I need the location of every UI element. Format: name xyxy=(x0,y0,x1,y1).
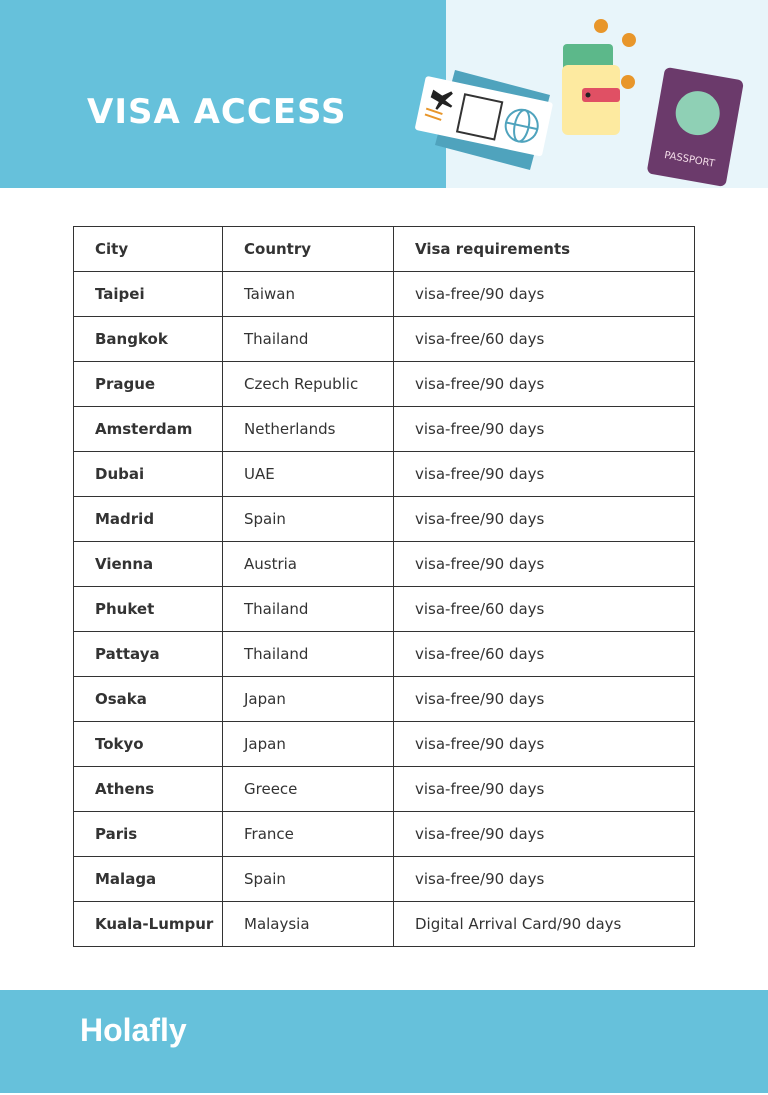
cell-country: Japan xyxy=(223,722,394,767)
table-row xyxy=(74,362,695,407)
table-row xyxy=(74,542,695,587)
cell-country: UAE xyxy=(223,452,394,497)
cell-country: Austria xyxy=(223,542,394,587)
cell-visa: visa-free/60 days xyxy=(394,317,695,362)
cell-city: Madrid xyxy=(74,497,223,542)
cell-city: Vienna xyxy=(74,542,223,587)
cell-country: Thailand xyxy=(223,317,394,362)
ticket-icon xyxy=(415,70,554,170)
cell-visa: visa-free/90 days xyxy=(394,857,695,902)
table-row xyxy=(74,812,695,857)
cell-visa: visa-free/90 days xyxy=(394,542,695,587)
table-row xyxy=(74,272,695,317)
cell-city: Tokyo xyxy=(74,722,223,767)
table-row xyxy=(74,857,695,902)
cell-city: Athens xyxy=(74,767,223,812)
cell-city: Prague xyxy=(74,362,223,407)
cell-visa: visa-free/90 days xyxy=(394,812,695,857)
cell-country: Czech Republic xyxy=(223,362,394,407)
cell-visa: visa-free/90 days xyxy=(394,722,695,767)
cell-country: Netherlands xyxy=(223,407,394,452)
cell-city: Bangkok xyxy=(74,317,223,362)
table-row xyxy=(74,902,695,947)
table-row xyxy=(74,497,695,542)
cell-visa: visa-free/60 days xyxy=(394,587,695,632)
cell-country: Malaysia xyxy=(223,902,394,947)
cell-country: Japan xyxy=(223,677,394,722)
cell-city: Malaga xyxy=(74,857,223,902)
cell-visa: visa-free/90 days xyxy=(394,677,695,722)
cell-visa: visa-free/90 days xyxy=(394,452,695,497)
column-header-city: City xyxy=(74,227,223,272)
table-row xyxy=(74,767,695,812)
cell-country: Thailand xyxy=(223,632,394,677)
cell-country: France xyxy=(223,812,394,857)
visa-table xyxy=(73,226,695,947)
cell-city: Osaka xyxy=(74,677,223,722)
cell-city: Phuket xyxy=(74,587,223,632)
cell-visa: visa-free/60 days xyxy=(394,632,695,677)
table-row xyxy=(74,407,695,452)
cell-city: Amsterdam xyxy=(74,407,223,452)
cell-city: Taipei xyxy=(74,272,223,317)
passport-icon xyxy=(647,67,745,187)
table-row xyxy=(74,677,695,722)
svg-text:PASSPORT: PASSPORT xyxy=(663,150,716,170)
page-title: VISA ACCESS xyxy=(87,92,347,132)
table-row xyxy=(74,587,695,632)
cell-visa: Digital Arrival Card/90 days xyxy=(394,902,695,947)
cell-visa: visa-free/90 days xyxy=(394,767,695,812)
table-row xyxy=(74,452,695,497)
cell-visa: visa-free/90 days xyxy=(394,497,695,542)
cell-city: Paris xyxy=(74,812,223,857)
cell-country: Spain xyxy=(223,857,394,902)
wallet-icon xyxy=(562,44,620,135)
cell-country: Greece xyxy=(223,767,394,812)
table-row xyxy=(74,632,695,677)
column-header-visa: Visa requirements xyxy=(394,227,695,272)
column-header-country: Country xyxy=(223,227,394,272)
table-header-row xyxy=(74,227,695,272)
cell-visa: visa-free/90 days xyxy=(394,362,695,407)
cell-country: Thailand xyxy=(223,587,394,632)
cell-visa: visa-free/90 days xyxy=(394,272,695,317)
holafly-logo: Holafly xyxy=(80,1012,187,1048)
travel-illustration xyxy=(400,0,768,190)
cell-city: Kuala-Lumpur xyxy=(74,902,223,947)
table-row xyxy=(74,722,695,767)
cell-country: Spain xyxy=(223,497,394,542)
table-row xyxy=(74,317,695,362)
cell-city: Dubai xyxy=(74,452,223,497)
cell-visa: visa-free/90 days xyxy=(394,407,695,452)
cell-country: Taiwan xyxy=(223,272,394,317)
cell-city: Pattaya xyxy=(74,632,223,677)
